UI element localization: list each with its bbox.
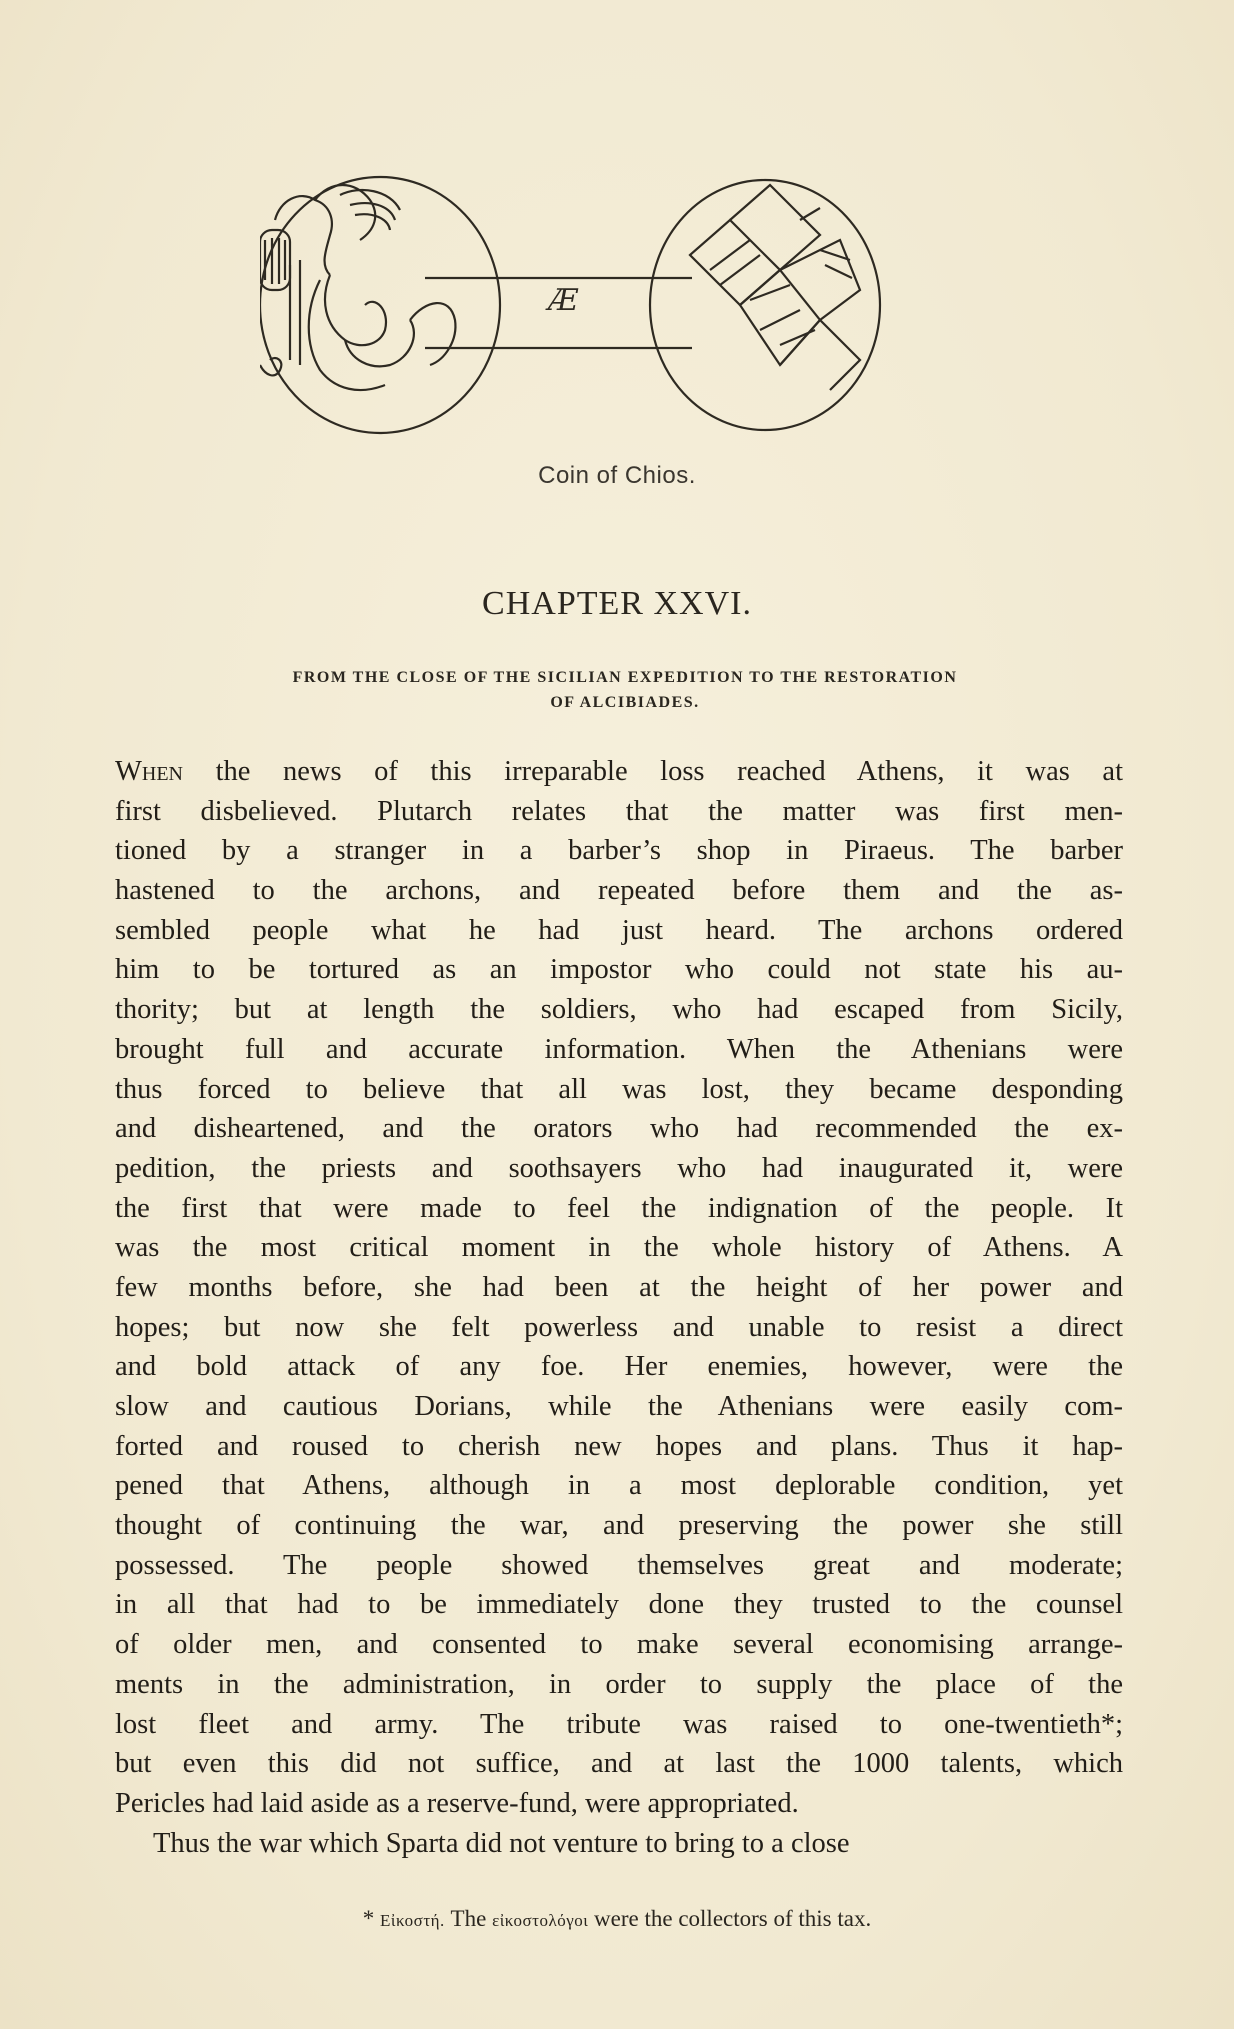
text-line: the first that were made to feel the indignation of the people. It <box>115 1192 1123 1224</box>
text-line: pened that Athens, although in a most deplorable condition, yet <box>115 1470 1123 1502</box>
text-line: hopes; but now she felt powerless and unable to resist a direct <box>115 1311 1123 1343</box>
footnote-greek-term: Εἰκοστή. <box>380 1911 445 1930</box>
body-text <box>115 752 1123 1863</box>
first-word: When <box>115 756 184 787</box>
text-line: first disbelieved. Plutarch relates that the matter was first men- <box>115 795 1123 827</box>
text-line: thought of continuing the war, and preserving the power she still <box>115 1510 1123 1542</box>
text-line: was the most critical moment in the whole history of Athens. A <box>115 1232 1123 1264</box>
coin-drawing <box>260 160 960 450</box>
text-line: sembled people what he had just heard. The archons ordered <box>115 914 1123 946</box>
text-line: lost fleet and army. The tribute was raised to one-twentieth*; <box>115 1708 1123 1740</box>
text-line: pedition, the priests and soothsayers who had inaugurated it, were <box>115 1152 1123 1184</box>
text-line: him to be tortured as an impostor who could not state his au- <box>115 954 1123 986</box>
text-line: forted and roused to cherish new hopes and plans. Thus it hap- <box>115 1430 1123 1462</box>
coin-illustration <box>260 160 960 450</box>
text-line: Pericles had laid aside as a reserve-fund, were appropriated. <box>115 1787 799 1819</box>
text-line: tioned by a stranger in a barber’s shop in Piraeus. The barber <box>115 835 1123 867</box>
text-line: Thus the war which Sparta did not venture to bring to a close <box>153 1827 850 1859</box>
text-line: brought full and accurate information. When the Athenians were <box>115 1033 1123 1065</box>
footnote-marker: * <box>362 1906 375 1931</box>
text-line: When the news of this irreparable loss reached Athens, it was at <box>115 756 1123 787</box>
text-line: ments in the administration, in order to supply the place of the <box>115 1668 1123 1700</box>
chapter-subtitle-line-2: OF ALCIBIADES. <box>550 694 700 711</box>
text-line: few months before, she had been at the height of her power and <box>115 1271 1123 1303</box>
text-line: and bold attack of any foe. Her enemies, however, were the <box>115 1351 1123 1383</box>
chapter-subtitle-line-1: FROM THE CLOSE OF THE SICILIAN EXPEDITION TO THE RESTORATION <box>292 669 958 686</box>
figure-caption: Coin of Chios. <box>538 462 696 489</box>
footnote-text-after: were the collectors of this tax. <box>594 1906 872 1931</box>
text-line: thus forced to believe that all was lost, they became desponding <box>115 1073 1123 1105</box>
text-line: and disheartened, and the orators who had recommended the ex- <box>115 1113 1123 1145</box>
footnote-text-before: The <box>450 1906 487 1931</box>
text-line: hastened to the archons, and repeated before them and the as- <box>115 875 1123 907</box>
text-line: in all that had to be immediately done they trusted to the counsel <box>115 1589 1123 1621</box>
chapter-subtitle <box>130 665 1120 715</box>
footnote-greek-plural: εἰκοστολόγοι <box>492 1911 589 1930</box>
text-line: possessed. The people showed themselves great and moderate; <box>115 1549 1123 1581</box>
coin-reverse <box>650 180 880 430</box>
text-line: thority; but at length the soldiers, who had escaped from Sicily, <box>115 994 1123 1026</box>
text-line: of older men, and consented to make several economising arrange- <box>115 1629 1123 1661</box>
text-line: but even this did not suffice, and at last the 1000 talents, which <box>115 1748 1123 1780</box>
footnote <box>0 1906 1234 1932</box>
coin-metal-mark: Æ <box>548 283 579 318</box>
chapter-title: CHAPTER XXVI. <box>482 585 752 622</box>
text-line: slow and cautious Dorians, while the Athenians were easily com- <box>115 1391 1123 1422</box>
